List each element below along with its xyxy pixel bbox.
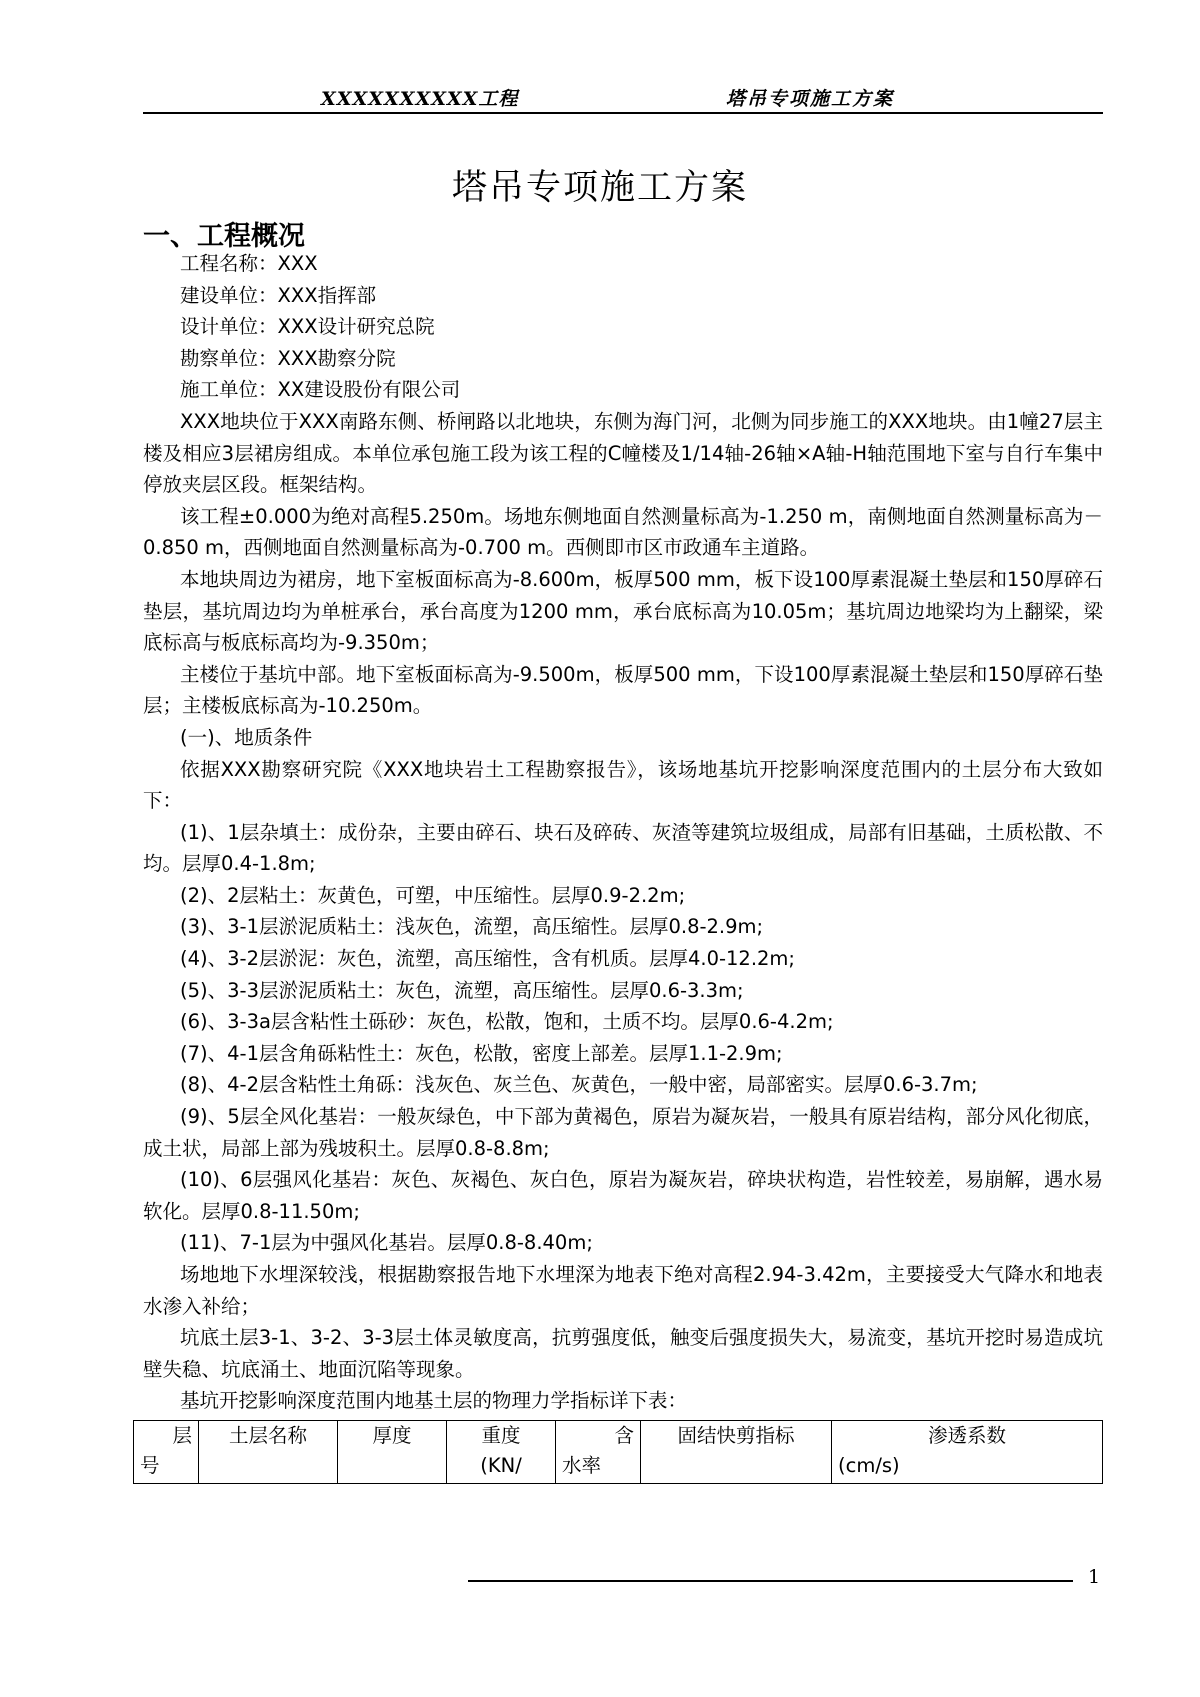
soil-layer-item: (2)、2层粘土：灰黄色，可塑，中压缩性。层厚0.9-2.2m; [180,883,686,907]
paragraph: 坑底土层3-1、3-2、3-3层土体灵敏度高，抗剪强度低，触变后强度损失大，易流变，基坑开挖时易造成坑壁失稳、坑底涌土、地面沉陷等现象。 [143,1326,1103,1381]
section-heading-overview: 一、工程概况 [143,221,305,252]
document-body [143,248,1103,1417]
table-header-cell [338,1421,447,1484]
header-permeability-bottom: (cm/s) [838,1454,900,1477]
header-project-name: XXXXXXXXXX工程 [321,88,519,110]
paragraph: 主楼位于基坑中部。地下室板面标高为-9.500m，板厚500 mm，下设100厚素混凝土垫层和150厚碎石垫层；主楼板底标高为-10.250m。 [143,662,1103,718]
paragraph: 建设单位：XXX指挥部 [180,283,377,307]
soil-layer-item: (5)、3-3层淤泥质粘土：灰色，流塑，高压缩性。层厚0.6-3.3m; [180,978,744,1002]
soil-layer-item: (6)、3-3a层含粘性土砾砂：灰色，松散，饱和，土质不均。层厚0.6-4.2m; [180,1010,834,1034]
table-header-cell [832,1421,1103,1484]
footer-divider [468,1580,1073,1582]
table-header-cell [199,1421,338,1484]
paragraph: 该工程±0.000为绝对高程5.250m。场地东侧地面自然测量标高为-1.250 m，南侧地面自然测量标高为－0.850 m，西侧地面自然测量标高为-0.700 m。西侧即市区市政通车主道路。 [143,504,1103,560]
page-header [143,84,1103,112]
paragraph: 施工单位：XX建设股份有限公司 [180,378,461,402]
soil-layer-item: (8)、4-2层含粘性土角砾：浅灰色、灰兰色、灰黄色，一般中密，局部密实。层厚0.6-3.7m; [180,1073,978,1097]
soil-layer-item: (4)、3-2层淤泥：灰色，流塑，高压缩性，含有机质。层厚4.0-12.2m; [180,947,796,971]
soil-properties-table [133,1420,1103,1484]
header-permeability-top: 渗透系数 [927,1424,1006,1447]
table-header-cell [134,1421,199,1484]
header-water-content-bottom: 水率 [562,1454,602,1477]
paragraph: 场地地下水埋深较浅，根据勘察报告地下水埋深为地表下绝对高程2.94-3.42m，主要接受大气降水和地表水渗入补给； [143,1263,1103,1318]
header-thickness: 厚度 [372,1424,412,1447]
subsection-heading: (一)、地质条件 [180,725,313,749]
header-unit-weight-top: 重度 [481,1424,521,1447]
table-header-cell [556,1421,641,1484]
paragraph: 设计单位：XXX设计研究总院 [180,315,435,339]
table-header-cell [447,1421,556,1484]
header-layer-bottom: 号 [140,1454,160,1477]
table-header-cell [641,1421,832,1484]
paragraph: 工程名称：XXX [180,252,318,275]
paragraph: XXX地块位于XXX南路东侧、桥闸路以北地块，东侧为海门河，北侧为同步施工的XXX地块。由1幢27层主楼及相应3层裙房组成。本单位承包施工段为该工程的C幢楼及1/14轴-26轴×A轴-H轴范围地下室与自行车集中停放夹层区段。框架结构。 [143,409,1103,497]
table-header-row [134,1421,1103,1484]
header-document-name: 塔吊专项施工方案 [726,88,895,110]
header-soil-name: 土层名称 [228,1424,307,1447]
header-unit-weight-bottom: (KN/ [480,1454,522,1477]
header-divider [143,112,1103,114]
header-shear-index: 固结快剪指标 [677,1424,795,1447]
soil-layer-item: (11)、7-1层为中强风化基岩。层厚0.8-8.40m; [180,1231,593,1255]
soil-layer-item: (1)、1层杂填土：成份杂，主要由碎石、块石及碎砖、灰渣等建筑垃圾组成，局部有旧基础，土质松散、不均。层厚0.4-1.8m; [143,820,1103,876]
paragraph: 基坑开挖影响深度范围内地基土层的物理力学指标详下表： [180,1389,688,1413]
soil-layer-item: (3)、3-1层淤泥质粘土：浅灰色，流塑，高压缩性。层厚0.8-2.9m; [180,915,764,939]
header-layer-top: 层 [172,1424,192,1447]
page-number: 1 [1088,1566,1101,1588]
paragraph: 依据XXX勘察研究院《XXX地块岩土工程勘察报告》，该场地基坑开挖影响深度范围内的土层分布大致如下： [143,757,1103,813]
paragraph: 勘察单位：XXX勘察分院 [180,346,396,370]
paragraph: 本地块周边为裙房，地下室板面标高为-8.600m，板厚500 mm，板下设100厚素混凝土垫层和150厚碎石垫层，基坑周边均为单桩承台，承台高度为1200 mm，承台底标高为10.05m；基坑周边地梁均为上翻梁，梁底标高与板底标高均为-9.350m； [143,567,1103,655]
document-title: 塔吊专项施工方案 [451,168,748,208]
header-water-content-top: 含 [614,1424,634,1447]
soil-layer-item: (7)、4-1层含角砾粘性土：灰色，松散，密度上部差。层厚1.1-2.9m; [180,1041,783,1065]
soil-layer-item: (10)、6层强风化基岩：灰色、灰褐色、灰白色，原岩为凝灰岩，碎块状构造，岩性较差，易崩解，遇水易软化。层厚0.8-11.50m; [143,1168,1103,1223]
soil-layer-item: (9)、5层全风化基岩：一般灰绿色，中下部为黄褐色，原岩为凝灰岩，一般具有原岩结构，部分风化彻底，成土状，局部上部为残坡积土。层厚0.8-8.8m; [143,1105,1103,1160]
